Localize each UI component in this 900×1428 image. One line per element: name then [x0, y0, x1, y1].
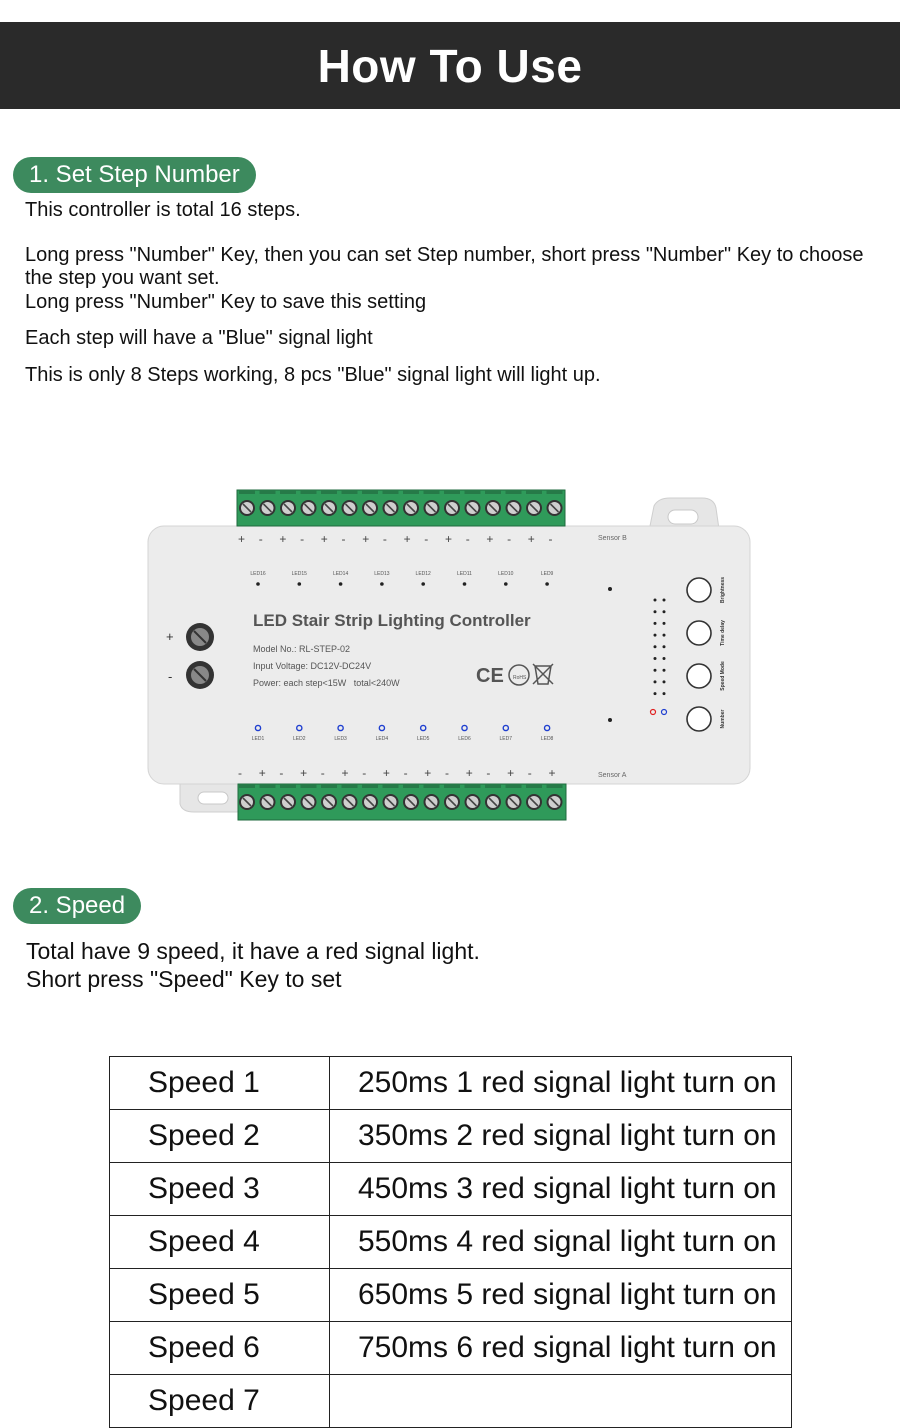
terminal-screw — [547, 784, 563, 810]
terminal-screw — [342, 490, 358, 516]
terminal-screw — [444, 784, 460, 810]
polarity-plus: + — [238, 532, 246, 546]
control-button-label: Brightness — [720, 576, 726, 604]
indicator-dot — [663, 645, 666, 648]
control-button[interactable] — [687, 577, 726, 603]
polarity-minus: - — [527, 766, 532, 780]
led-label: LED3 — [334, 736, 347, 742]
polarity-minus: - — [465, 532, 470, 546]
terminal-screw — [526, 784, 542, 810]
led-label: LED8 — [540, 736, 554, 742]
terminal-screw — [321, 490, 337, 516]
section1-line-2: Long press "Number" Key, then you can set Step number, short press "Number" Key to choose the step you want set. — [25, 244, 864, 289]
terminal-screw — [465, 490, 481, 516]
indicator-dot — [654, 599, 657, 602]
indicator-dot — [663, 669, 666, 672]
terminal-screw — [362, 784, 378, 810]
led-label: LED2 — [293, 736, 306, 742]
terminal-screw — [383, 784, 399, 810]
polarity-minus: - — [279, 766, 284, 780]
speed-description: 350ms 2 red signal light turn on — [330, 1110, 792, 1163]
section2-line-1: Total have 9 speed, it have a red signal light. — [26, 938, 480, 964]
speed-row — [110, 1163, 792, 1216]
led-label: LED12 — [415, 571, 431, 577]
control-button[interactable] — [687, 707, 726, 731]
section2-title: 2. Speed — [13, 888, 141, 924]
polarity-plus: + — [362, 532, 370, 546]
polarity-minus: - — [320, 766, 325, 780]
section1-title: 1. Set Step Number — [13, 157, 256, 193]
section1-line-4: Each step will have a "Blue" signal light — [25, 327, 373, 349]
indicator-dot — [654, 645, 657, 648]
led-label: LED14 — [332, 571, 349, 577]
terminal-screw — [301, 490, 317, 516]
terminal-screw — [506, 490, 522, 516]
section1-line-5: This is only 8 Steps working, 8 pcs "Blue" signal light will light up. — [25, 364, 601, 386]
led-label: LED15 — [291, 571, 307, 577]
polarity-plus: + — [300, 766, 308, 780]
device-voltage: Input Voltage: DC12V-DC24V — [253, 661, 372, 671]
led-label: LED9 — [540, 571, 554, 577]
section1-line-3: Long press "Number" Key to save this setting — [25, 291, 427, 313]
polarity-plus: + — [507, 766, 515, 780]
polarity-plus: + — [465, 766, 473, 780]
speed-description: 750ms 6 red signal light turn on — [330, 1322, 792, 1375]
polarity-plus: + — [320, 532, 328, 546]
section1-line-1: This controller is total 16 steps. — [25, 199, 301, 221]
terminal-screw — [362, 490, 378, 516]
polarity-minus: - — [341, 532, 346, 546]
polarity-plus: + — [424, 766, 432, 780]
speed-description: 250ms 1 red signal light turn on — [330, 1057, 792, 1110]
sensor-a-label: Sensor A — [598, 772, 627, 779]
control-button-label: Speed Mode — [720, 661, 726, 691]
polarity-plus: + — [548, 766, 556, 780]
polarity-plus: + — [445, 532, 453, 546]
device-model: Model No.: RL-STEP-02 — [253, 644, 351, 654]
mount-slot-bottom — [198, 792, 228, 804]
terminal-screw — [424, 784, 440, 810]
indicator-dot — [663, 680, 666, 683]
polarity-plus: + — [486, 532, 494, 546]
terminal-screw — [321, 784, 337, 810]
terminal-screw — [403, 784, 419, 810]
polarity-plus: + — [403, 532, 411, 546]
polarity-minus: - — [258, 532, 263, 546]
indicator-dot — [663, 622, 666, 625]
mount-slot-top — [668, 510, 698, 524]
terminal-screw — [465, 784, 481, 810]
polarity-minus: - — [424, 532, 429, 546]
speed-row — [110, 1375, 792, 1428]
speed-description: 450ms 3 red signal light turn on — [330, 1163, 792, 1216]
polarity-minus: - — [403, 766, 408, 780]
controller-body — [148, 526, 750, 784]
page-title: How To Use — [317, 39, 583, 92]
led-label: LED13 — [374, 571, 390, 577]
terminal-screw — [485, 490, 501, 516]
polarity-plus: + — [527, 532, 535, 546]
rohs-mark-label: RoHS — [513, 675, 527, 681]
led-label: LED7 — [499, 736, 513, 742]
polarity-plus: + — [279, 532, 287, 546]
led-label: LED4 — [375, 736, 389, 742]
speed-label: Speed 7 — [110, 1375, 330, 1428]
led-label: LED6 — [458, 736, 471, 742]
terminal-screw — [506, 784, 522, 810]
speed-row — [110, 1216, 792, 1269]
polarity-plus: + — [341, 766, 349, 780]
indicator-dot — [654, 657, 657, 660]
speed-label: Speed 5 — [110, 1269, 330, 1322]
polarity-minus: - — [486, 766, 491, 780]
device-title: LED Stair Strip Lighting Controller — [253, 611, 531, 630]
terminal-screw — [526, 490, 542, 516]
indicator-dot — [663, 692, 666, 695]
polarity-minus: - — [238, 766, 242, 780]
power-minus-label: - — [168, 669, 173, 684]
indicator-dot — [663, 599, 666, 602]
led-label: LED1 — [251, 736, 265, 742]
speed-row — [110, 1269, 792, 1322]
terminal-screw — [383, 490, 399, 516]
led-label: LED5 — [416, 736, 430, 742]
polarity-minus: - — [445, 766, 449, 780]
led-label: LED16 — [250, 571, 266, 577]
polarity-minus: - — [300, 532, 305, 546]
terminal-screw — [424, 490, 440, 516]
control-button-label: Number — [720, 709, 726, 729]
speed-table — [109, 1056, 792, 1428]
terminal-screw — [280, 490, 296, 516]
indicator-dot — [663, 634, 666, 637]
speed-row — [110, 1322, 792, 1375]
speed-label: Speed 2 — [110, 1110, 330, 1163]
page-header — [0, 22, 900, 109]
indicator-dot — [654, 622, 657, 625]
terminal-screw — [301, 784, 317, 810]
controller-device-illustration — [140, 486, 760, 826]
led-label: LED11 — [457, 571, 472, 577]
polarity-minus: - — [507, 532, 512, 546]
speed-row — [110, 1110, 792, 1163]
sensor-a-dot — [608, 718, 612, 722]
sensor-b-dot — [608, 587, 612, 591]
speed-label: Speed 6 — [110, 1322, 330, 1375]
indicator-dot — [654, 692, 657, 695]
terminal-screw — [260, 784, 276, 810]
terminal-screw — [444, 490, 460, 516]
polarity-minus: - — [382, 532, 387, 546]
terminal-screw — [403, 490, 419, 516]
terminal-screw — [239, 784, 255, 810]
control-button-label: Time delay — [720, 620, 726, 646]
speed-label: Speed 3 — [110, 1163, 330, 1216]
led-label: LED10 — [498, 571, 514, 577]
power-plus-label: + — [166, 629, 174, 644]
indicator-dot — [654, 669, 657, 672]
speed-description: 550ms 4 red signal light turn on — [330, 1216, 792, 1269]
terminal-screw — [280, 784, 296, 810]
polarity-plus: + — [382, 766, 390, 780]
polarity-minus: - — [548, 532, 553, 546]
speed-row — [110, 1057, 792, 1110]
speed-label: Speed 4 — [110, 1216, 330, 1269]
speed-description — [330, 1375, 792, 1428]
ce-mark: CE — [476, 665, 504, 687]
device-power: Power: each step<15W total<240W — [253, 678, 400, 688]
terminal-screw — [485, 784, 501, 810]
control-button[interactable] — [687, 620, 726, 646]
section2-line-2: Short press "Speed" Key to set — [26, 966, 342, 992]
speed-description: 650ms 5 red signal light turn on — [330, 1269, 792, 1322]
polarity-plus: + — [258, 766, 266, 780]
terminal-screw — [547, 490, 563, 516]
terminal-screw — [239, 490, 255, 516]
indicator-dot — [663, 610, 666, 613]
sensor-b-label: Sensor B — [598, 535, 627, 542]
indicator-dot — [654, 610, 657, 613]
polarity-minus: - — [362, 766, 367, 780]
indicator-dot — [654, 680, 657, 683]
indicator-dot — [654, 634, 657, 637]
indicator-dot — [663, 657, 666, 660]
speed-label: Speed 1 — [110, 1057, 330, 1110]
terminal-screw — [260, 490, 276, 516]
terminal-screw — [342, 784, 358, 810]
